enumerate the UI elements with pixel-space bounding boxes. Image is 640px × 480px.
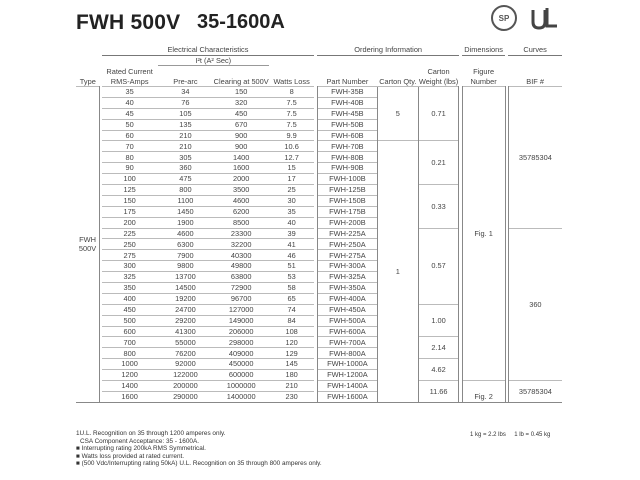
prearc-cell: 800	[158, 185, 214, 196]
rated-current-cell: 325	[102, 272, 158, 283]
dimensions-group-header: Dimensions	[462, 45, 505, 55]
clearing-cell: 409000	[213, 348, 269, 359]
part-number-cell: FWH-125B	[317, 185, 377, 196]
carton-qty-cell: 1	[377, 141, 418, 402]
watts-loss-cell: 12.7	[269, 152, 314, 163]
watts-loss-cell: 15	[269, 163, 314, 174]
part-number-cell: FWH-600A	[317, 326, 377, 337]
part-number-cell: FWH-225A	[317, 228, 377, 239]
unit-conversions	[470, 432, 550, 438]
watts-loss-cell: 84	[269, 315, 314, 326]
rated-current-cell: 600	[102, 326, 158, 337]
prearc-cell: 19200	[158, 293, 214, 304]
watts-loss-cell: 230	[269, 391, 314, 402]
watts-loss-cell: 108	[269, 326, 314, 337]
prearc-cell: 7900	[158, 250, 214, 261]
carton-weight-cell: 0.21	[418, 141, 459, 185]
prearc-cell: 475	[158, 174, 214, 185]
clearing-cell: 1400	[213, 152, 269, 163]
rated-current-cell: 250	[102, 239, 158, 250]
watts-loss-cell: 129	[269, 348, 314, 359]
rated-current-cell: 450	[102, 304, 158, 315]
watts-loss-cell: 7.5	[269, 97, 314, 108]
prearc-cell: 200000	[158, 381, 214, 392]
clearing-cell: 298000	[213, 337, 269, 348]
bif-header: BIF #	[526, 76, 544, 86]
rated-current-cell: 300	[102, 261, 158, 272]
clearing-cell: 150	[213, 87, 269, 98]
watts-loss-cell: 145	[269, 359, 314, 370]
carton-qty-cell: 5	[377, 87, 418, 141]
prearc-cell: 135	[158, 119, 214, 130]
rated-current-cell: 800	[102, 348, 158, 359]
rated-current-cell: 60	[102, 130, 158, 141]
table-body	[76, 87, 562, 403]
part-number-cell: FWH-1600A	[317, 391, 377, 402]
clearing-cell: 40300	[213, 250, 269, 261]
part-number-cell: FWH-80B	[317, 152, 377, 163]
part-number-cell: FWH-200B	[317, 217, 377, 228]
carton-weight-cell: 2.14	[418, 337, 459, 359]
footnote-5: ■ (500 Vdc/Interrupting rating 50kA) U.L. Recognition on 35 through 800 amperes only.	[76, 460, 322, 467]
watts-loss-cell: 40	[269, 217, 314, 228]
rated-current-cell: 175	[102, 206, 158, 217]
rated-current-cell: 350	[102, 283, 158, 294]
watts-loss-cell: 35	[269, 206, 314, 217]
prearc-cell: 41300	[158, 326, 214, 337]
footnote-3: ■ Interrupting rating 200kA RMS Symmetrical.	[76, 445, 206, 452]
watts-loss-cell: 7.5	[269, 119, 314, 130]
figure-number-cell: Fig. 1	[462, 87, 505, 381]
rated-current-cell: 50	[102, 119, 158, 130]
rated-current-cell: 400	[102, 293, 158, 304]
clearing-cell: 8500	[213, 217, 269, 228]
watts-loss-cell: 210	[269, 381, 314, 392]
type-header: Type	[79, 76, 96, 86]
watts-loss-cell: 51	[269, 261, 314, 272]
part-number-cell: FWH-450A	[317, 304, 377, 315]
footnote-4: ■ Watts loss provided at rated current.	[76, 452, 185, 460]
prearc-header: Pre-arc	[173, 76, 198, 86]
watts-loss-header: Watts Loss	[273, 76, 310, 86]
part-number-cell: FWH-300A	[317, 261, 377, 272]
rated-current-cell: 1200	[102, 370, 158, 381]
watts-loss-cell: 74	[269, 304, 314, 315]
rated-current-cell: 1000	[102, 359, 158, 370]
part-number-cell: FWH-60B	[317, 130, 377, 141]
watts-loss-cell: 30	[269, 195, 314, 206]
clearing-cell: 900	[213, 130, 269, 141]
rated-current-cell: 1400	[102, 381, 158, 392]
clearing-cell: 3500	[213, 185, 269, 196]
clearing-cell: 450000	[213, 359, 269, 370]
prearc-cell: 9800	[158, 261, 214, 272]
clearing-cell: 450	[213, 108, 269, 119]
clearing-cell: 670	[213, 119, 269, 130]
prearc-cell: 76200	[158, 348, 214, 359]
clearing-cell: 6200	[213, 206, 269, 217]
figure-number-cell: Fig. 2	[462, 381, 505, 403]
part-number-cell: FWH-150B	[317, 195, 377, 206]
footnotes	[76, 430, 322, 468]
clearing-cell: 320	[213, 97, 269, 108]
figure-number-header: Figure Number	[470, 67, 497, 86]
prearc-cell: 4600	[158, 228, 214, 239]
clearing-cell: 32200	[213, 239, 269, 250]
rated-current-cell: 70	[102, 141, 158, 152]
part-number-header: Part Number	[326, 76, 369, 86]
watts-loss-cell: 53	[269, 272, 314, 283]
part-number-cell: FWH-100B	[317, 174, 377, 185]
rated-current-cell: 40	[102, 97, 158, 108]
rated-current-cell: 1600	[102, 391, 158, 402]
clearing-cell: 1000000	[213, 381, 269, 392]
prearc-cell: 1900	[158, 217, 214, 228]
prearc-cell: 55000	[158, 337, 214, 348]
watts-loss-cell: 46	[269, 250, 314, 261]
part-number-cell: FWH-90B	[317, 163, 377, 174]
rated-current-cell: 45	[102, 108, 158, 119]
rated-current-cell: 275	[102, 250, 158, 261]
prearc-cell: 305	[158, 152, 214, 163]
watts-loss-cell: 8	[269, 87, 314, 98]
clearing-cell: 96700	[213, 293, 269, 304]
carton-weight-cell: 11.66	[418, 381, 459, 403]
prearc-cell: 29200	[158, 315, 214, 326]
watts-loss-cell: 25	[269, 185, 314, 196]
part-number-cell: FWH-700A	[317, 337, 377, 348]
part-number-cell: FWH-175B	[317, 206, 377, 217]
part-number-cell: FWH-275A	[317, 250, 377, 261]
prearc-cell: 290000	[158, 391, 214, 402]
rated-current-cell: 125	[102, 185, 158, 196]
clearing-cell: 600000	[213, 370, 269, 381]
prearc-cell: 105	[158, 108, 214, 119]
clearing-cell: 206000	[213, 326, 269, 337]
page-title: FWH 500V	[76, 11, 181, 34]
part-number-cell: FWH-325A	[317, 272, 377, 283]
conversion-lb: 1 lb = 0.45 kg	[514, 432, 551, 438]
clearing-cell: 149000	[213, 315, 269, 326]
bif-cell: 35785304	[508, 381, 562, 403]
watts-loss-cell: 39	[269, 228, 314, 239]
rated-current-cell: 225	[102, 228, 158, 239]
part-number-cell: FWH-70B	[317, 141, 377, 152]
part-number-cell: FWH-350A	[317, 283, 377, 294]
prearc-cell: 34	[158, 87, 214, 98]
curves-group-header: Curves	[508, 45, 562, 55]
watts-loss-cell: 41	[269, 239, 314, 250]
electrical-group-header: Electrical Characteristics	[102, 45, 314, 55]
ordering-group-header: Ordering Information	[317, 45, 459, 55]
prearc-cell: 122000	[158, 370, 214, 381]
clearing-cell: 23300	[213, 228, 269, 239]
clearing-cell: 1600	[213, 163, 269, 174]
part-number-cell: FWH-40B	[317, 97, 377, 108]
prearc-cell: 92000	[158, 359, 214, 370]
part-number-cell: FWH-1200A	[317, 370, 377, 381]
certification-logos	[490, 4, 562, 32]
prearc-cell: 76	[158, 97, 214, 108]
clearing-header: Clearing at 500V	[213, 76, 269, 86]
watts-loss-cell: 17	[269, 174, 314, 185]
carton-qty-header: Carton Qty.	[379, 76, 417, 86]
prearc-cell: 360	[158, 163, 214, 174]
svg-text:SP: SP	[498, 14, 510, 23]
part-number-cell: FWH-250A	[317, 239, 377, 250]
clearing-cell: 127000	[213, 304, 269, 315]
clearing-cell: 72900	[213, 283, 269, 294]
bif-cell: 35785304	[508, 87, 562, 229]
csa-logo-icon	[490, 4, 518, 32]
carton-weight-cell: 0.71	[418, 87, 459, 141]
table-row	[76, 87, 562, 98]
carton-weight-header: Carton Weight (lbs)	[418, 67, 459, 86]
clearing-cell: 1400000	[213, 391, 269, 402]
watts-loss-cell: 9.9	[269, 130, 314, 141]
watts-loss-cell: 65	[269, 293, 314, 304]
part-number-cell: FWH-500A	[317, 315, 377, 326]
prearc-cell: 1100	[158, 195, 214, 206]
rated-current-header: Rated Current RMS-Amps	[106, 67, 153, 86]
rated-current-cell: 100	[102, 174, 158, 185]
carton-weight-cell: 0.57	[418, 228, 459, 304]
amp-range: 35-1600A	[197, 11, 285, 33]
part-number-cell: FWH-45B	[317, 108, 377, 119]
rated-current-cell: 150	[102, 195, 158, 206]
part-number-cell: FWH-1400A	[317, 381, 377, 392]
prearc-cell: 24700	[158, 304, 214, 315]
part-number-cell: FWH-400A	[317, 293, 377, 304]
watts-loss-cell: 10.6	[269, 141, 314, 152]
carton-weight-cell: 4.62	[418, 359, 459, 381]
rated-current-cell: 90	[102, 163, 158, 174]
clearing-cell: 49800	[213, 261, 269, 272]
watts-loss-cell: 120	[269, 337, 314, 348]
prearc-cell: 210	[158, 130, 214, 141]
clearing-cell: 4600	[213, 195, 269, 206]
conversion-kg: 1 kg = 2.2 lbs	[470, 432, 506, 438]
prearc-cell: 210	[158, 141, 214, 152]
rated-current-cell: 200	[102, 217, 158, 228]
clearing-cell: 63800	[213, 272, 269, 283]
rated-current-cell: 500	[102, 315, 158, 326]
bif-cell: 360	[508, 228, 562, 380]
rated-current-cell: 80	[102, 152, 158, 163]
rated-current-cell: 700	[102, 337, 158, 348]
watts-loss-cell: 180	[269, 370, 314, 381]
ul-recognized-logo-icon	[528, 4, 562, 32]
prearc-cell: 1450	[158, 206, 214, 217]
part-number-cell: FWH-50B	[317, 119, 377, 130]
prearc-cell: 6300	[158, 239, 214, 250]
prearc-cell: 14500	[158, 283, 214, 294]
clearing-cell: 900	[213, 141, 269, 152]
clearing-cell: 2000	[213, 174, 269, 185]
carton-weight-cell: 1.00	[418, 304, 459, 337]
carton-weight-cell: 0.33	[418, 185, 459, 229]
table-row	[76, 381, 562, 392]
part-number-cell: FWH-800A	[317, 348, 377, 359]
part-number-cell: FWH-35B	[317, 87, 377, 98]
part-number-cell: FWH-1000A	[317, 359, 377, 370]
watts-loss-cell: 58	[269, 283, 314, 294]
footnote-1: 1U.L. Recognition on 35 through 1200 amperes only.	[76, 430, 226, 437]
watts-loss-cell: 7.5	[269, 108, 314, 119]
type-cell: FWH 500V	[76, 87, 100, 403]
prearc-cell: 13700	[158, 272, 214, 283]
footnote-2: CSA Component Acceptance: 35 - 1600A.	[80, 437, 200, 445]
i2t-header: I²t (A² Sec)	[158, 55, 270, 66]
fuse-spec-table	[76, 45, 562, 403]
rated-current-cell: 35	[102, 87, 158, 98]
